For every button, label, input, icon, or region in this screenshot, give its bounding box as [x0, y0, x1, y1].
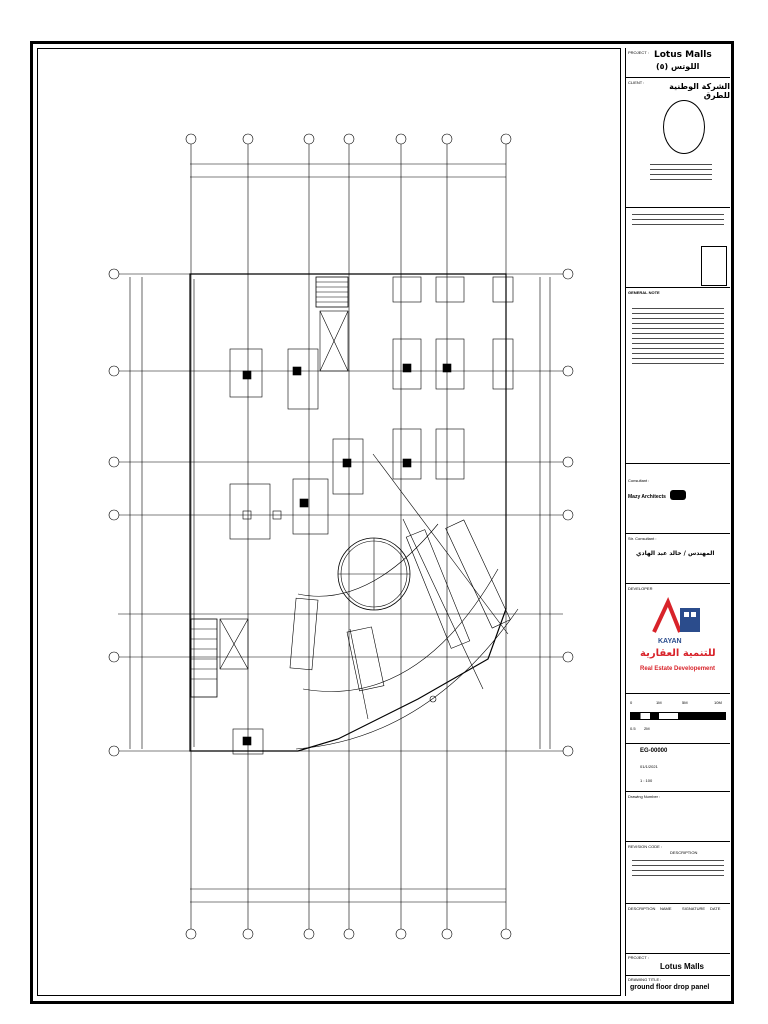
scale-label-2: 5M — [682, 700, 688, 705]
consultant-name: Mazy Architects — [628, 494, 666, 500]
project-bottom-section — [626, 954, 730, 976]
signature-header-description: DESCRIPTION — [628, 906, 656, 911]
project-name-en: Lotus Malls — [654, 50, 712, 60]
client-label: CLIENT : — [628, 80, 645, 85]
kayan-ar-text: للتنمية العقارية — [640, 648, 716, 659]
grid-row-bubbles — [109, 269, 573, 756]
client-name-ar: الشركة الوطنية للطرق — [669, 82, 730, 100]
revision-table-header: DESCRIPTION — [670, 850, 698, 855]
client-seal-icon — [663, 100, 705, 154]
signature-header-signature: SIGNATURE — [682, 906, 706, 911]
drawing-number-section — [626, 792, 730, 842]
drawing-code: EG-00000 — [640, 748, 668, 754]
revision-section — [626, 842, 730, 904]
general-note-section — [626, 288, 730, 464]
developer-label: DEVELOPER — [628, 586, 653, 591]
consultant-logo-icon — [670, 490, 686, 500]
scale-bar-section — [626, 694, 730, 744]
stamp-area — [626, 208, 730, 288]
drawing-scale: 1 : 100 — [640, 778, 653, 783]
general-note-label: GENERAL NOTE — [628, 290, 660, 295]
kayan-logo-text: KAYAN — [658, 638, 682, 645]
scale-sub-0: 0.5 — [630, 726, 636, 731]
client-section — [626, 78, 730, 208]
drawing-sheet — [30, 41, 734, 1004]
revision-code-label: REVISION CODE : — [628, 844, 663, 849]
scale-bar — [630, 712, 726, 720]
structural-section — [626, 534, 730, 584]
drawing-date: 01/1/2021 — [640, 764, 658, 769]
grid-column-bubbles — [186, 134, 511, 939]
drawing-info-section — [626, 744, 730, 792]
structural-name-ar: المهندس / خالد عبد الهادي — [636, 550, 715, 557]
stamp-box — [701, 246, 727, 286]
drawing-title-section — [626, 976, 730, 996]
scale-sub-1: 2M — [644, 726, 650, 731]
title-block — [625, 48, 729, 996]
scale-label-3: 10M — [714, 700, 722, 705]
drawing-title-label: DRAWING TITLE : — [628, 977, 662, 982]
drawing-number-label: Drawing Number : — [628, 794, 661, 799]
structural-label: Str. Consultant : — [628, 536, 657, 541]
kayan-logo-icon — [650, 596, 706, 636]
project-name-ar: اللوتس (٥) — [656, 62, 700, 71]
signature-header-date: DATE — [710, 906, 721, 911]
consultant-section — [626, 464, 730, 534]
project-bottom-label: PROJECT : — [628, 955, 649, 960]
project-header — [626, 48, 730, 78]
signature-header-name: NAME — [660, 906, 672, 911]
consultant-label: Consultant : — [628, 478, 650, 483]
floor-plan-area — [37, 48, 621, 996]
project-label: PROJECT : — [628, 50, 649, 55]
floor-plan-drawing — [38, 49, 622, 997]
signature-table — [626, 904, 730, 954]
project-bottom-name: Lotus Malls — [660, 962, 705, 971]
scale-label-1: 1M — [656, 700, 662, 705]
scale-label-0: 0 — [630, 700, 633, 705]
drawing-title: ground floor drop panel — [630, 984, 710, 991]
developer-section — [626, 584, 730, 694]
kayan-en-text: Real Estate Developement — [640, 666, 716, 672]
